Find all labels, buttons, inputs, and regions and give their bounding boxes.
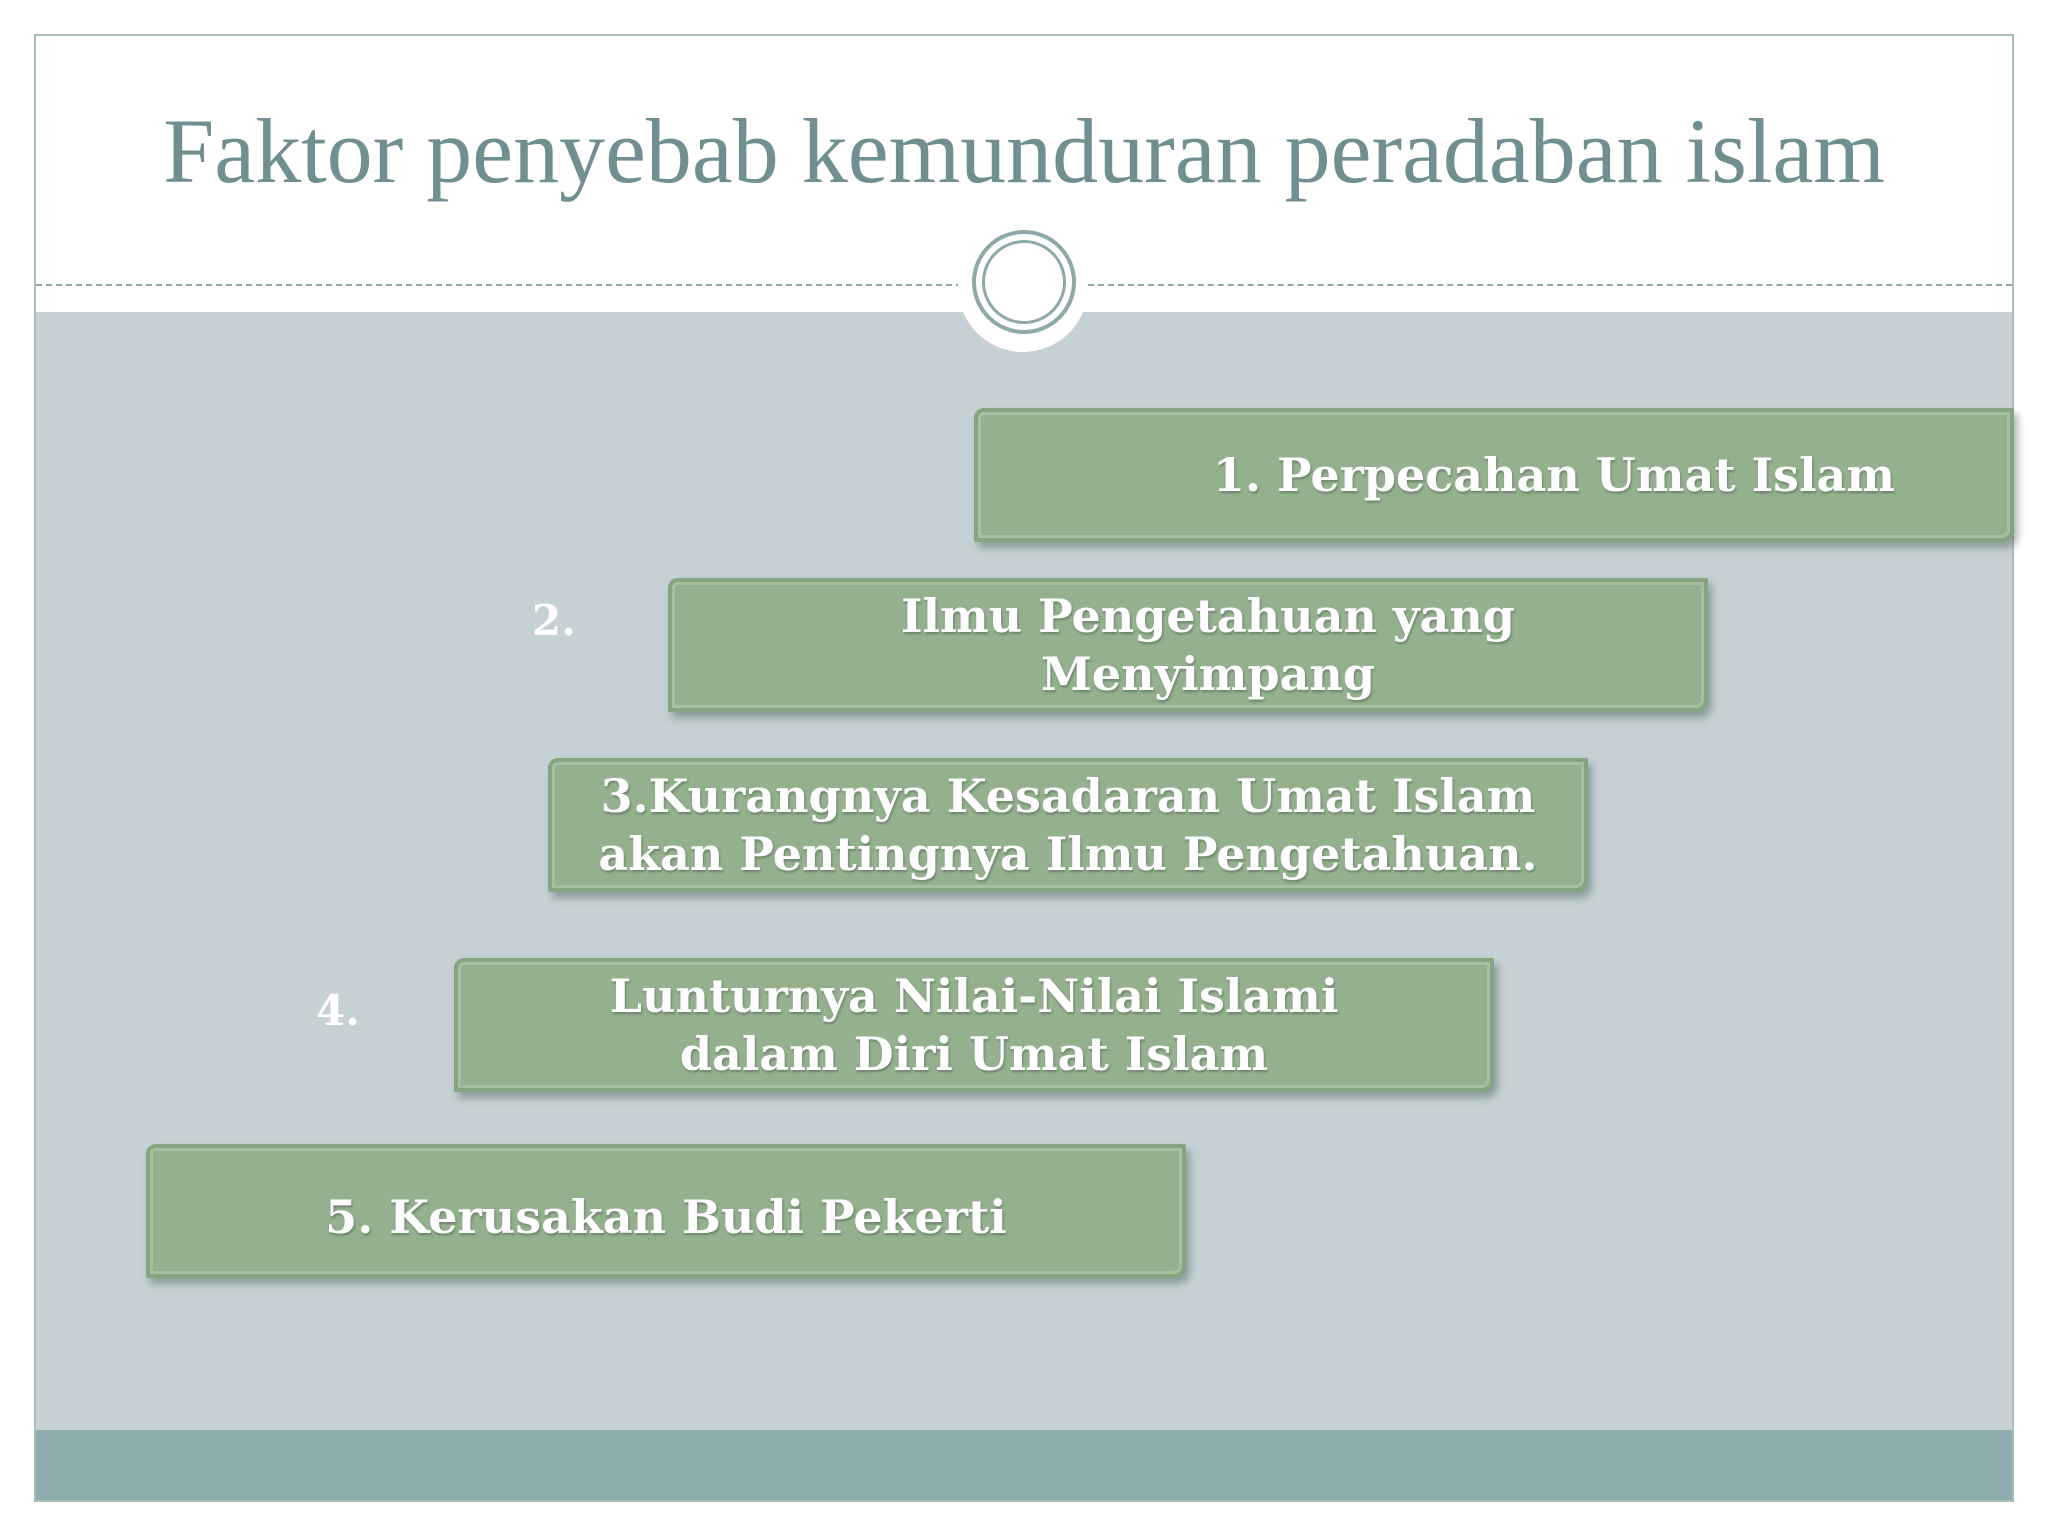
step-box-4 bbox=[454, 958, 1494, 1092]
circle-ornament-inner-icon bbox=[982, 240, 1066, 324]
step-box-5 bbox=[146, 1144, 1186, 1278]
title-divider-right bbox=[1088, 284, 2012, 286]
step-box-3 bbox=[548, 758, 1588, 892]
step-text-5: 5. Kerusakan Budi Pekerti bbox=[325, 1190, 1007, 1244]
step-box-2 bbox=[668, 578, 1708, 712]
step-number-2: 2. bbox=[532, 596, 576, 645]
step-number-4: 4. bbox=[316, 986, 360, 1035]
slide-title: Faktor penyebab kemunduran peradaban islam bbox=[163, 100, 1885, 202]
step-text-2: Ilmu Pengetahuan yang Menyimpang bbox=[901, 589, 1515, 701]
step-box-1 bbox=[974, 408, 2014, 542]
step-text-3: 3.Kurangnya Kesadaran Umat Islam akan Pentingnya Ilmu Pengetahuan. bbox=[598, 769, 1538, 881]
step-text-1: 1. Perpecahan Umat Islam bbox=[1212, 448, 1896, 502]
step-text-4: Lunturnya Nilai-Nilai Islami dalam Diri Umat Islam bbox=[609, 969, 1339, 1081]
title-divider-left bbox=[36, 284, 972, 286]
footer-bar bbox=[36, 1430, 2012, 1500]
